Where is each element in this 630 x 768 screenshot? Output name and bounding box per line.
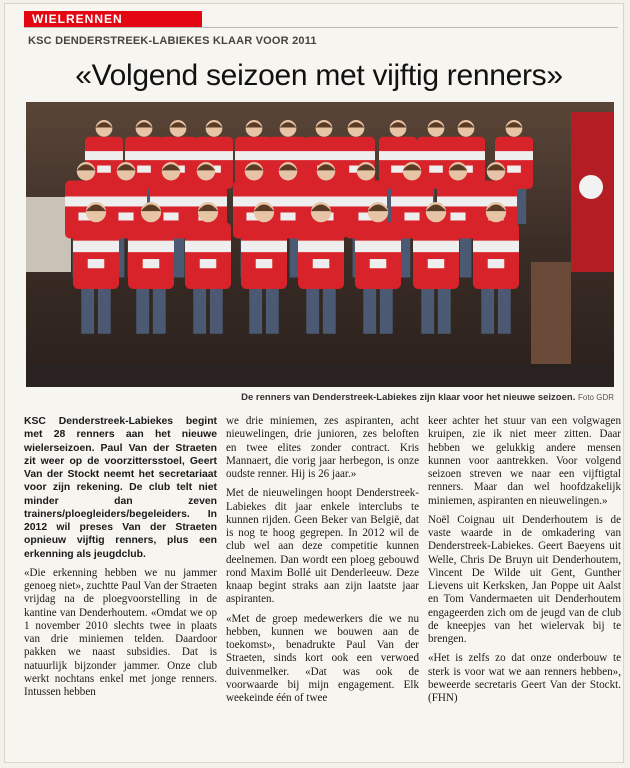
article-column-1 [24,415,217,705]
photo-credit: Foto GDR [577,393,614,402]
photo-caption [26,392,614,403]
kicker: KSC DENDERSTREEK-LABIEKES KLAAR VOOR 2011 [28,35,317,47]
team-photo [26,102,614,387]
article-column-2 [226,415,419,711]
article-paragraph: «Met de groep medewerkers die we nu hebben, kunnen we bouwen aan de toekomst», benadrukte Paul Van der Straeten, sinds kort ook een verwoed duivenmelker. «Dat was ook de voorwaarde bij mijn engagement. Elk weekeinde één of twee [226,612,419,704]
headline: «Volgend seizoen met vijftig renners» [75,59,563,92]
article-column-3 [428,415,621,711]
article-paragraph: we drie miniemen, zes aspiranten, acht nieuwelingen, drie junioren, zes beloften en twee elites zonder contract. Kris Mannaert, die vorig jaar herbegon, is onze oudste renner. Hij is 26 jaar.» [226,415,419,480]
wall-sign [26,197,71,272]
article-paragraph: keer achter het stuur van een volgwagen kruipen, zie ik niet meer zitten. Daar hebben we gelukkig andere mensen kunnen voor aantrekken. Voor volgend seizoen streven we naar een vijftigtal renners. Maar dan wel hoofdzakelijk miniemen, aspiranten en nieuwelingen.» [428,415,621,507]
banner-logo [579,175,603,199]
article-paragraph: Met de nieuwelingen hoopt Denderstreek-Labiekes dit jaar enkele interclubs te kunnen rijden. Geen Beker van België, dat is nog te hoog gegrepen. In 2012 wil de club wel aan deze competitie kunnen deelnemen. Dan wordt een ploeg gebouwd rond Maxim Bollé uit Denderleeuw. Deze knaap begint straks aan zijn laatste jaar aspiranten. [226,487,419,606]
team-photo-illustration [26,102,614,387]
article-lead: KSC Denderstreek-Labiekes begint met 28 renners aan het nieuwe wielerseizoen. Paul Van der Straeten zit weer op de voorzittersstoel, Geert Van der Stockt neemt het secretariaat voor zijn rekening. De club telt niet minder dan zeven trainers/ploegleiders/begeleiders. In 2012 wil preses Van der Straeten opnieuw vijftig renners, plus een erkenning als jeugdclub. [24,416,217,560]
article-paragraph: «Het is zelfs zo dat onze onderbouw te sterk is voor wat we aan renners hebben», beweerde secretaris Geert Van der Stockt. (FHN) [428,652,621,704]
article-paragraph: Noël Coignau uit Denderhoutem is de vaste waarde in de omkadering van Denderstreek-Labiekes. Geert Baeyens uit Welle, Chris De Bruyn uit Denderhoutem, Vincent De Wilde uit Gent, Gunther Lievens uit Kerksken, Jan Poppe uit Aalst en Tom Vandermaeten uit Denderhoutem engageerden zich om de jeugd van de club de kneepjes van het wielervak bij te brengen. [428,513,621,645]
section-rule [24,27,618,28]
article-paragraph: «Die erkenning hebben we nu jammer genoeg niet», zuchtte Paul Van der Straeten vrijdag na de ploegvoorstelling in de kantine van Denderhoutem. «Omdat we op 1 november 2010 slechts twee in plaats van drie miniemen telden. Daardoor pakken we naast subsidies. Dat is natuurlijk bijzonder jammer. Onze club werkt nochtans enkel met jonge renners. Intussen hebben [24,566,217,698]
stage-floor [26,364,614,387]
section-label: WIELRENNEN [24,11,202,27]
caption-text: De renners van Denderstreek-Labiekes zijn klaar voor het nieuwe seizoen. [241,392,576,403]
newspaper-page [4,3,624,763]
